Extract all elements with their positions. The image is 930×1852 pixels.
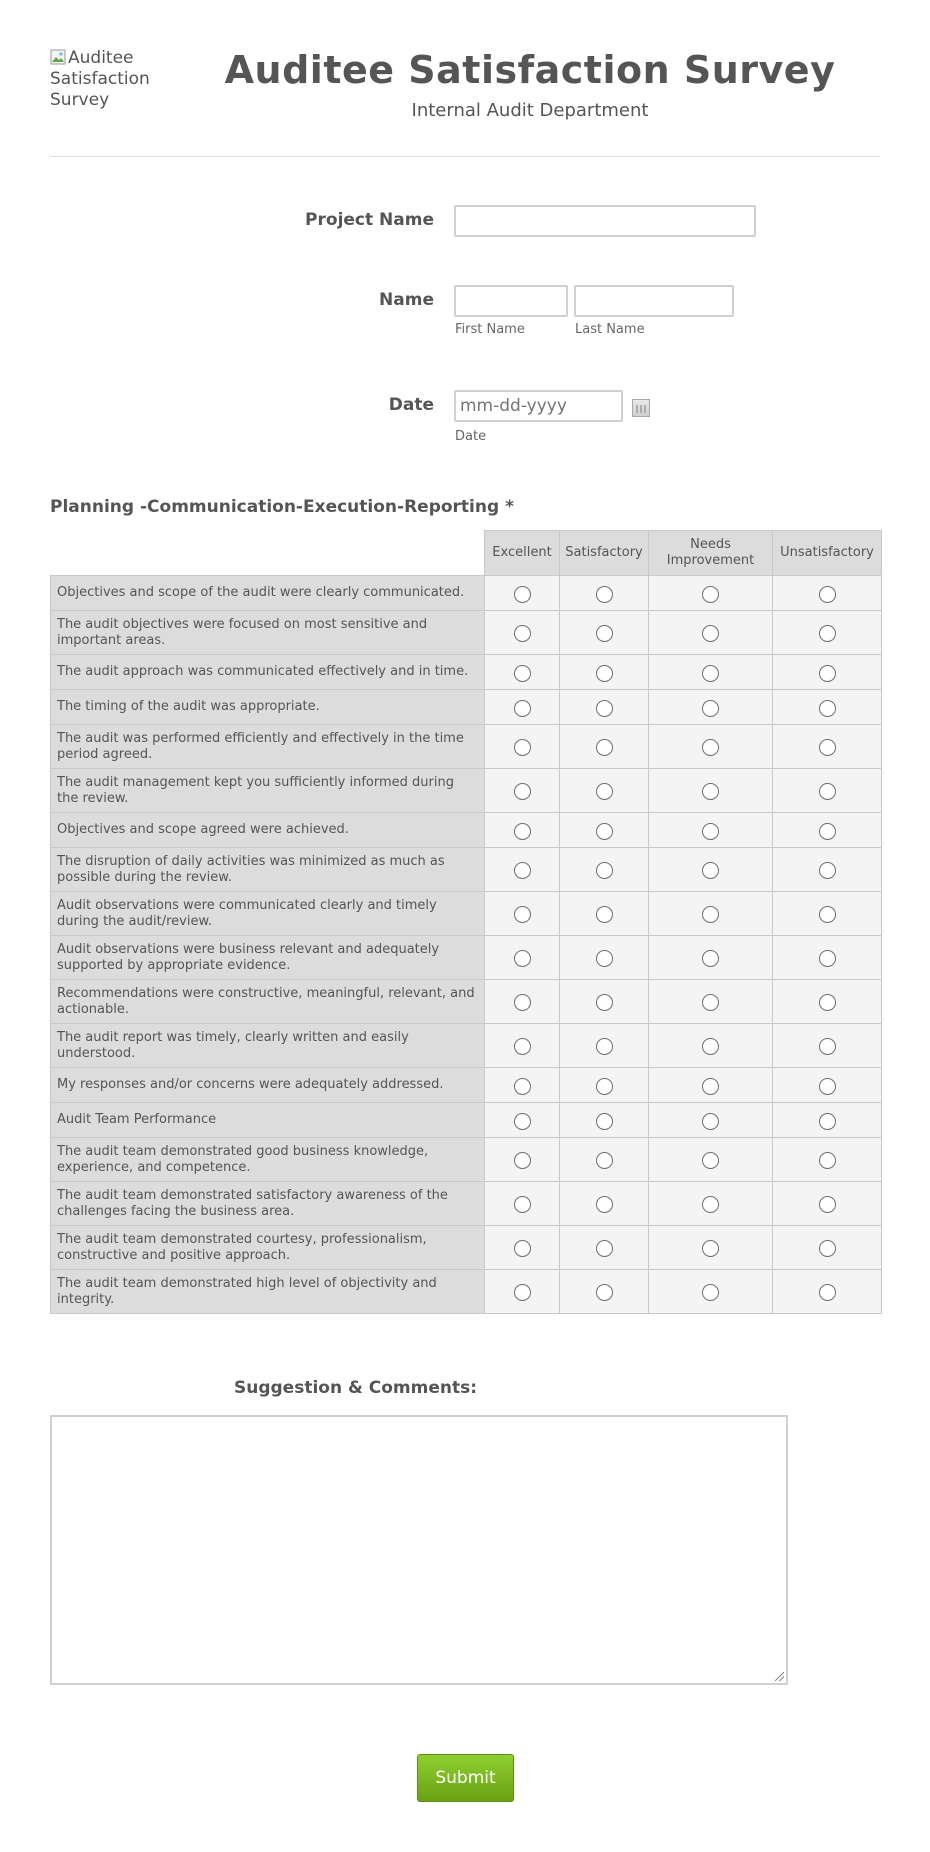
rating-radio[interactable] xyxy=(514,823,531,840)
rating-radio[interactable] xyxy=(702,625,719,642)
column-header: Satisfactory xyxy=(560,531,649,576)
column-header: Excellent xyxy=(485,531,560,576)
rating-radio[interactable] xyxy=(819,823,836,840)
matrix-cell xyxy=(649,1068,773,1103)
matrix-question: The audit team demonstrated satisfactory awareness of the challenges facing the business area. xyxy=(51,1182,485,1226)
matrix-question: Recommendations were constructive, meaningful, relevant, and actionable. xyxy=(51,980,485,1024)
project-name-label: Project Name xyxy=(305,210,434,230)
name-label: Name xyxy=(379,290,434,310)
matrix-question: Objectives and scope of the audit were clearly communicated. xyxy=(51,576,485,611)
matrix-cell xyxy=(485,1226,560,1270)
matrix-cell xyxy=(649,1226,773,1270)
matrix-row xyxy=(51,1226,882,1270)
rating-radio[interactable] xyxy=(819,1038,836,1055)
matrix-cell xyxy=(649,1103,773,1138)
matrix-cell xyxy=(560,1226,649,1270)
rating-radio[interactable] xyxy=(514,1152,531,1169)
matrix-cell xyxy=(560,1068,649,1103)
matrix-cell xyxy=(773,611,882,655)
column-header: Unsatisfactory xyxy=(773,531,882,576)
rating-radio[interactable] xyxy=(819,586,836,603)
matrix-cell xyxy=(773,892,882,936)
matrix-row xyxy=(51,1103,882,1138)
matrix-question: The audit was performed efficiently and effectively in the time period agreed. xyxy=(51,725,485,769)
matrix-cell xyxy=(485,1024,560,1068)
matrix-question: The audit team demonstrated courtesy, professionalism, constructive and positive approach. xyxy=(51,1226,485,1270)
broken-image-icon xyxy=(50,49,66,65)
matrix-corner xyxy=(51,531,485,576)
matrix-cell xyxy=(773,936,882,980)
matrix-question: The audit report was timely, clearly written and easily understood. xyxy=(51,1024,485,1068)
rating-radio[interactable] xyxy=(702,1038,719,1055)
rating-radio[interactable] xyxy=(702,1196,719,1213)
rating-radio[interactable] xyxy=(596,700,613,717)
matrix-question: Audit observations were business relevant and adequately supported by appropriate evidence. xyxy=(51,936,485,980)
matrix-cell xyxy=(773,1270,882,1314)
form-header xyxy=(50,48,880,158)
matrix-question: Objectives and scope agreed were achieved. xyxy=(51,813,485,848)
matrix-cell xyxy=(773,1103,882,1138)
matrix-cell xyxy=(649,655,773,690)
matrix-row xyxy=(51,655,882,690)
rating-radio[interactable] xyxy=(514,1284,531,1301)
page-subtitle: Internal Audit Department xyxy=(411,100,649,121)
matrix-question: The timing of the audit was appropriate. xyxy=(51,690,485,725)
rating-radio[interactable] xyxy=(514,586,531,603)
matrix-cell xyxy=(485,725,560,769)
matrix-cell xyxy=(485,611,560,655)
matrix-cell xyxy=(560,1182,649,1226)
rating-radio[interactable] xyxy=(702,994,719,1011)
matrix-row xyxy=(51,576,882,611)
project-name-input[interactable] xyxy=(454,205,756,237)
matrix-row xyxy=(51,980,882,1024)
rating-radio[interactable] xyxy=(702,823,719,840)
rating-radio[interactable] xyxy=(514,739,531,756)
matrix-cell xyxy=(485,813,560,848)
matrix-cell xyxy=(773,1024,882,1068)
rating-radio[interactable] xyxy=(702,586,719,603)
rating-radio[interactable] xyxy=(514,1240,531,1257)
matrix-cell xyxy=(560,1138,649,1182)
matrix-cell xyxy=(773,980,882,1024)
matrix-cell xyxy=(649,576,773,611)
matrix-row xyxy=(51,892,882,936)
rating-radio[interactable] xyxy=(702,862,719,879)
matrix-row xyxy=(51,1068,882,1103)
matrix-cell xyxy=(649,813,773,848)
matrix-cell xyxy=(560,655,649,690)
matrix-cell xyxy=(773,769,882,813)
rating-radio[interactable] xyxy=(596,665,613,682)
rating-radio[interactable] xyxy=(514,1078,531,1095)
matrix-cell xyxy=(485,1138,560,1182)
rating-radio[interactable] xyxy=(702,906,719,923)
rating-radio[interactable] xyxy=(702,1240,719,1257)
matrix-cell xyxy=(773,690,882,725)
rating-matrix xyxy=(50,530,881,1314)
matrix-cell xyxy=(773,1068,882,1103)
matrix-question: The disruption of daily activities was minimized as much as possible during the review. xyxy=(51,848,485,892)
matrix-cell xyxy=(560,848,649,892)
date-sublabel: Date xyxy=(455,429,487,444)
matrix-row xyxy=(51,1138,882,1182)
matrix-cell xyxy=(649,980,773,1024)
matrix-question: The audit approach was communicated effectively and in time. xyxy=(51,655,485,690)
matrix-cell xyxy=(485,1068,560,1103)
matrix-cell xyxy=(649,936,773,980)
rating-radio[interactable] xyxy=(596,862,613,879)
matrix-cell xyxy=(560,611,649,655)
resize-grip-icon[interactable] xyxy=(775,1672,784,1681)
matrix-row xyxy=(51,1024,882,1068)
logo-image xyxy=(50,48,170,111)
last-name-sublabel: Last Name xyxy=(575,322,645,337)
matrix-cell xyxy=(485,848,560,892)
rating-radio[interactable] xyxy=(819,1284,836,1301)
matrix-row xyxy=(51,936,882,980)
matrix-cell xyxy=(560,813,649,848)
rating-radio[interactable] xyxy=(819,1113,836,1130)
matrix-question: The audit management kept you sufficiently informed during the review. xyxy=(51,769,485,813)
rating-radio[interactable] xyxy=(596,1196,613,1213)
first-name-input[interactable] xyxy=(454,285,568,317)
matrix-cell xyxy=(485,980,560,1024)
matrix-cell xyxy=(649,769,773,813)
matrix-cell xyxy=(649,1024,773,1068)
rating-radio[interactable] xyxy=(514,700,531,717)
matrix-cell xyxy=(649,1270,773,1314)
submit-button[interactable]: Submit xyxy=(417,1754,514,1802)
matrix-question: My responses and/or concerns were adequately addressed. xyxy=(51,1068,485,1103)
matrix-title: Planning -Communication-Execution-Reporting * xyxy=(50,497,514,517)
rating-radio[interactable] xyxy=(819,665,836,682)
matrix-cell xyxy=(773,725,882,769)
last-name-input[interactable] xyxy=(574,285,734,317)
rating-radio[interactable] xyxy=(702,783,719,800)
matrix-cell xyxy=(485,769,560,813)
matrix-row xyxy=(51,813,882,848)
rating-radio[interactable] xyxy=(514,862,531,879)
date-label: Date xyxy=(388,395,434,415)
calendar-icon[interactable] xyxy=(632,399,650,417)
matrix-cell xyxy=(485,576,560,611)
matrix-cell xyxy=(560,1103,649,1138)
rating-radio[interactable] xyxy=(596,625,613,642)
logo-alt-text: Auditee Satisfaction Survey xyxy=(50,48,150,110)
matrix-cell xyxy=(773,1138,882,1182)
rating-radio[interactable] xyxy=(514,665,531,682)
matrix-cell xyxy=(485,892,560,936)
rating-radio[interactable] xyxy=(514,994,531,1011)
matrix-cell xyxy=(560,576,649,611)
matrix-question: The audit objectives were focused on most sensitive and important areas. xyxy=(51,611,485,655)
column-header: Needs Improvement xyxy=(649,531,773,576)
rating-radio[interactable] xyxy=(819,994,836,1011)
matrix-cell xyxy=(485,1270,560,1314)
rating-radio[interactable] xyxy=(702,665,719,682)
rating-radio[interactable] xyxy=(596,1078,613,1095)
matrix-cell xyxy=(485,690,560,725)
matrix-row xyxy=(51,769,882,813)
matrix-cell xyxy=(649,690,773,725)
matrix-row xyxy=(51,848,882,892)
matrix-cell xyxy=(485,936,560,980)
matrix-cell xyxy=(649,848,773,892)
rating-radio[interactable] xyxy=(596,1152,613,1169)
comments-textarea[interactable] xyxy=(50,1415,788,1685)
matrix-cell xyxy=(773,1226,882,1270)
matrix-cell xyxy=(649,1182,773,1226)
matrix-row xyxy=(51,611,882,655)
matrix-cell xyxy=(773,655,882,690)
rating-radio[interactable] xyxy=(596,823,613,840)
rating-radio[interactable] xyxy=(514,1038,531,1055)
rating-radio[interactable] xyxy=(596,739,613,756)
rating-radio[interactable] xyxy=(596,1038,613,1055)
rating-radio[interactable] xyxy=(819,700,836,717)
matrix-row xyxy=(51,725,882,769)
rating-radio[interactable] xyxy=(702,1078,719,1095)
rating-radio[interactable] xyxy=(702,1284,719,1301)
matrix-cell xyxy=(560,892,649,936)
rating-radio[interactable] xyxy=(596,1240,613,1257)
rating-radio[interactable] xyxy=(819,1152,836,1169)
comments-label: Suggestion & Comments: xyxy=(234,1378,477,1398)
matrix-row xyxy=(51,690,882,725)
matrix-cell xyxy=(485,655,560,690)
rating-radio[interactable] xyxy=(819,625,836,642)
matrix-cell xyxy=(773,576,882,611)
rating-radio[interactable] xyxy=(596,906,613,923)
rating-radio[interactable] xyxy=(819,783,836,800)
matrix-cell xyxy=(649,892,773,936)
rating-radio[interactable] xyxy=(819,906,836,923)
first-name-sublabel: First Name xyxy=(455,322,525,337)
rating-radio[interactable] xyxy=(596,586,613,603)
matrix-question: The audit team demonstrated good business knowledge, experience, and competence. xyxy=(51,1138,485,1182)
matrix-cell xyxy=(649,1138,773,1182)
matrix-cell xyxy=(560,1024,649,1068)
matrix-cell xyxy=(773,848,882,892)
matrix-cell xyxy=(560,769,649,813)
rating-radio[interactable] xyxy=(819,1196,836,1213)
date-input[interactable] xyxy=(454,390,623,422)
rating-radio[interactable] xyxy=(702,739,719,756)
matrix-cell xyxy=(560,690,649,725)
rating-radio[interactable] xyxy=(514,783,531,800)
matrix-cell xyxy=(485,1103,560,1138)
matrix-cell xyxy=(649,725,773,769)
rating-radio[interactable] xyxy=(702,1152,719,1169)
rating-radio[interactable] xyxy=(596,994,613,1011)
rating-radio[interactable] xyxy=(702,950,719,967)
matrix-cell xyxy=(560,980,649,1024)
matrix-cell xyxy=(485,1182,560,1226)
matrix-cell xyxy=(773,813,882,848)
rating-radio[interactable] xyxy=(596,950,613,967)
rating-radio[interactable] xyxy=(514,1196,531,1213)
rating-radio[interactable] xyxy=(702,700,719,717)
rating-radio[interactable] xyxy=(514,625,531,642)
matrix-question: Audit Team Performance xyxy=(51,1103,485,1138)
rating-radio[interactable] xyxy=(819,862,836,879)
matrix-cell xyxy=(560,1270,649,1314)
matrix-row xyxy=(51,1270,882,1314)
rating-radio[interactable] xyxy=(514,950,531,967)
matrix-row xyxy=(51,1182,882,1226)
rating-radio[interactable] xyxy=(596,1113,613,1130)
matrix-question: Audit observations were communicated clearly and timely during the audit/review. xyxy=(51,892,485,936)
matrix-cell xyxy=(773,1182,882,1226)
rating-radio[interactable] xyxy=(702,1113,719,1130)
rating-radio[interactable] xyxy=(514,1113,531,1130)
rating-radio[interactable] xyxy=(819,739,836,756)
rating-radio[interactable] xyxy=(514,906,531,923)
matrix-cell xyxy=(560,936,649,980)
rating-radio[interactable] xyxy=(819,1240,836,1257)
matrix-cell xyxy=(560,725,649,769)
matrix-cell xyxy=(649,611,773,655)
rating-radio[interactable] xyxy=(819,950,836,967)
rating-radio[interactable] xyxy=(596,783,613,800)
page-title: Auditee Satisfaction Survey xyxy=(224,48,836,92)
matrix-question: The audit team demonstrated high level of objectivity and integrity. xyxy=(51,1270,485,1314)
rating-radio[interactable] xyxy=(819,1078,836,1095)
rating-radio[interactable] xyxy=(596,1284,613,1301)
header-divider xyxy=(50,156,880,157)
